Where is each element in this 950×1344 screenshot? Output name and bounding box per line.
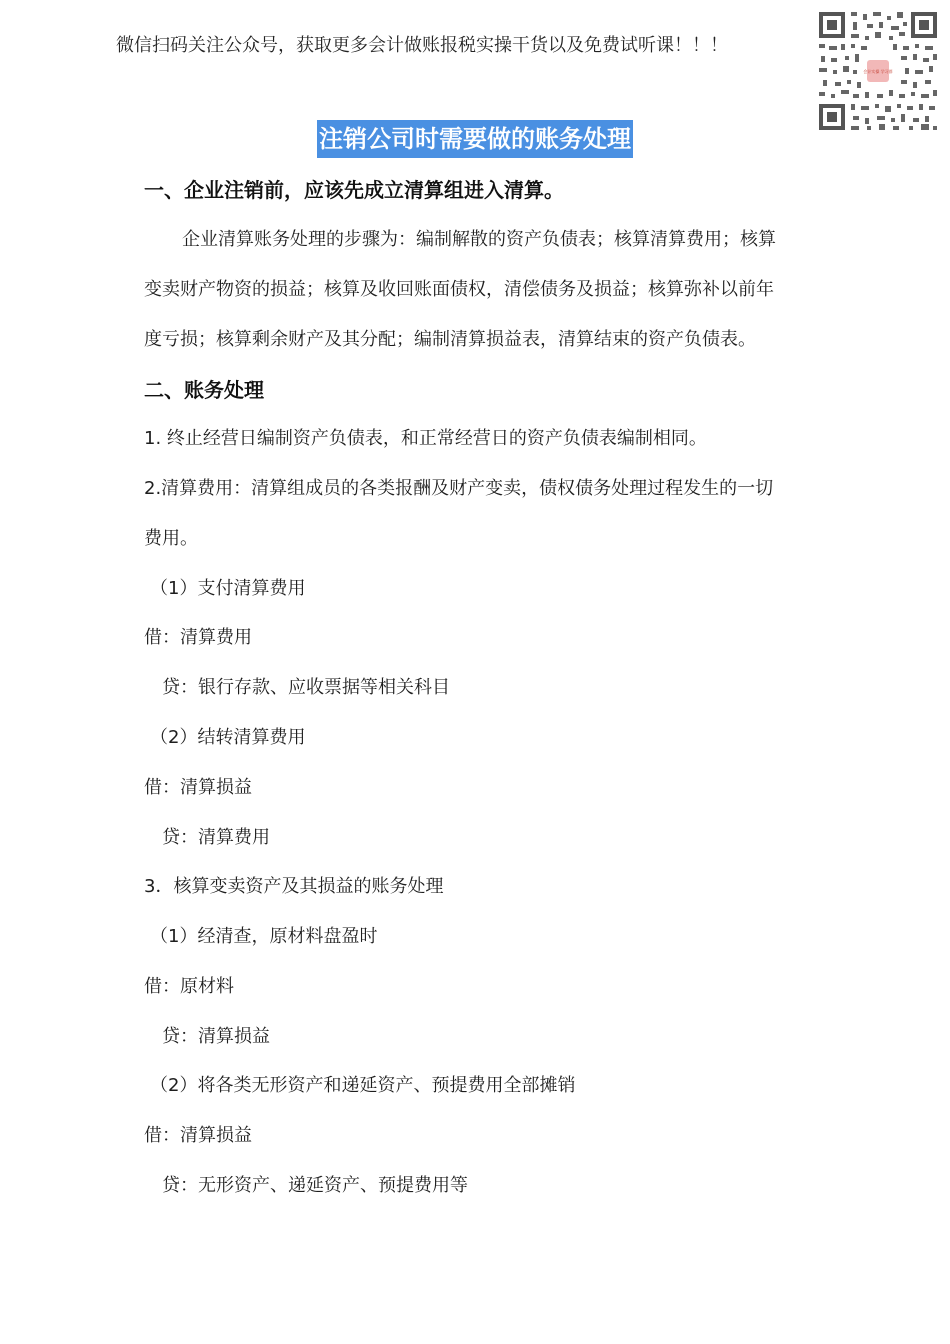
section1-paragraph-line3: 度亏损；核算剩余财产及其分配；编制清算损益表，清算结束的资产负债表。 <box>144 329 756 350</box>
sub3-debit-entry: 借：原材料 <box>144 976 234 997</box>
promo-banner: 微信扫码关注公众号，获取更多会计做账报税实操干货以及免费试听课！！！ <box>116 35 728 56</box>
sub1-credit-entry: 贷：银行存款、应收票据等相关科目 <box>162 677 450 698</box>
item2-text-line1: 2.清算费用：清算组成员的各类报酬及财产变卖，债权债务处理过程发生的一切 <box>144 478 774 499</box>
page-title-wrap <box>0 120 950 158</box>
page-title: 注销公司时需要做的账务处理 <box>317 120 633 158</box>
section1-paragraph-line2: 变卖财产物资的损益；核算及收回账面债权，清偿债务及损益；核算弥补以前年 <box>144 279 774 300</box>
item3-text: 3．核算变卖资产及其损益的账务处理 <box>144 876 444 897</box>
section1-heading: 一、企业注销前，应该先成立清算组进入清算。 <box>144 178 564 202</box>
sub4-heading: （2）将各类无形资产和递延资产、预提费用全部摊销 <box>150 1075 576 1096</box>
sub3-heading: （1）经清查，原材料盘盈时 <box>150 926 378 947</box>
section1-paragraph-line1: 企业清算账务处理的步骤为：编制解散的资产负债表；核算清算费用；核算 <box>182 229 776 250</box>
qr-code-icon <box>817 10 939 132</box>
section2-heading: 二、账务处理 <box>144 378 264 402</box>
sub4-credit-entry: 贷：无形资产、递延资产、预提费用等 <box>162 1175 468 1196</box>
sub4-debit-entry: 借：清算损益 <box>144 1125 252 1146</box>
item1-text: 1. 终止经营日编制资产负债表，和正常经营日的资产负债表编制相同。 <box>144 428 707 449</box>
sub2-credit-entry: 贷：清算费用 <box>162 827 270 848</box>
sub3-credit-entry: 贷：清算损益 <box>162 1026 270 1047</box>
sub1-debit-entry: 借：清算费用 <box>144 627 252 648</box>
sub2-debit-entry: 借：清算损益 <box>144 777 252 798</box>
qr-center-label: 会计实操 学习群 <box>863 69 893 74</box>
sub1-heading: （1）支付清算费用 <box>150 578 306 599</box>
item2-text-line2: 费用。 <box>144 528 198 549</box>
sub2-heading: （2）结转清算费用 <box>150 727 306 748</box>
